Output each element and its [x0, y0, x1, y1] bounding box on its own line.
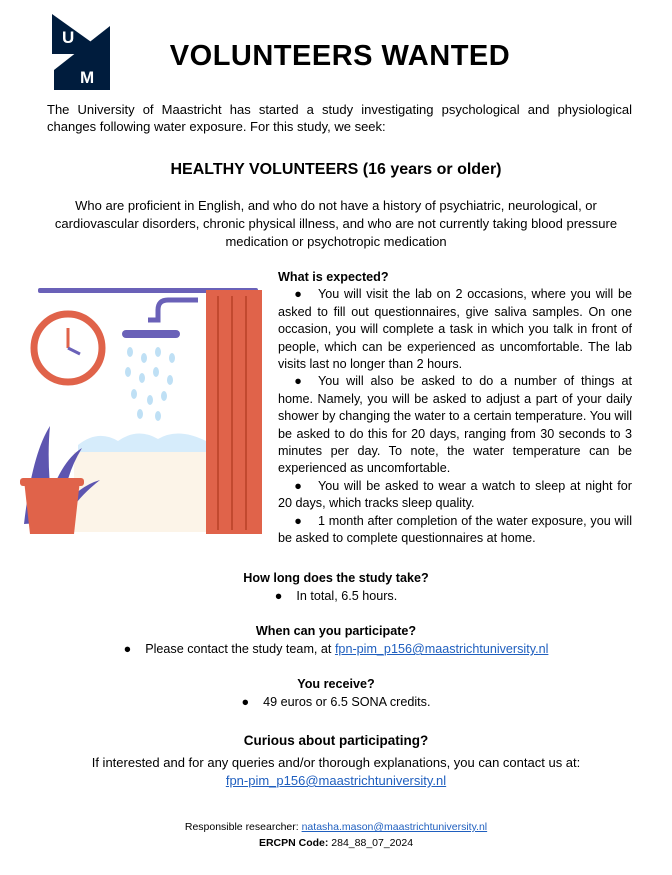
bullet: ●: [294, 513, 302, 528]
curious-email-link[interactable]: fpn-pim_p156@maastrichtuniversity.nl: [225, 773, 447, 788]
researcher-label: Responsible researcher:: [184, 821, 302, 833]
expected-item: [278, 373, 632, 477]
curious-text: If interested and for any queries and/or thorough explanations, you can contact us at:: [91, 755, 581, 770]
receive-text: 49 euros or 6.5 SONA credits.: [263, 695, 431, 709]
expected-item-text: 1 month after completion of the water exposure, you will be asked to complete questionnaires at home.: [278, 513, 632, 546]
expected-item-text: You will be asked to wear a watch to sleep at night for 20 days, which tracks sleep quality.: [278, 478, 632, 511]
receive-heading: You receive?: [297, 677, 375, 691]
curious-heading: Curious about participating?: [243, 733, 429, 748]
ercpn-line: [0, 835, 672, 851]
expected-section: [278, 269, 632, 548]
expected-heading: What is expected?: [278, 270, 389, 284]
researcher-email-link[interactable]: natasha.mason@maastrichtuniversity.nl: [301, 821, 488, 833]
eligibility-text: Who are proficient in English, and who do not have a history of psychiatric, neurological, or cardiovascular disorders, chronic physical illness, and who are not currently taking blood pressure medication or psychotropic medication: [54, 198, 618, 249]
bullet: ●: [123, 642, 132, 656]
bullet: ●: [294, 287, 302, 302]
contact-email-link[interactable]: fpn-pim_p156@maastrichtuniversity.nl: [334, 642, 549, 656]
expected-item: [278, 513, 632, 548]
bullet: ●: [294, 374, 302, 389]
shower-illustration: [18, 280, 266, 536]
expected-item-text: You will visit the lab on 2 occasions, where you will be asked to fill out questionnaires, give saliva samples. On one occasion, you will complete a task in which you talk in front of people, which can be experienced as uncomfortable. The lab visits last no longer than 2 hours.: [278, 287, 632, 372]
expected-item: [278, 478, 632, 513]
duration-item: [0, 589, 672, 603]
duration-heading: How long does the study take?: [243, 571, 429, 585]
footer: [0, 819, 672, 851]
duration-text: In total, 6.5 hours.: [296, 589, 398, 603]
ercpn-code: 284_88_07_2024: [331, 837, 414, 849]
curious-email-row: [0, 773, 672, 788]
page-title: VOLUNTEERS WANTED: [169, 40, 511, 72]
when-text: Please contact the study team, at: [145, 642, 335, 656]
receive-item: [0, 695, 672, 709]
intro-text: The University of Maastricht has started a study investigating psychological and physiological changes following water exposure. For this study, we seek:: [47, 102, 632, 134]
bullet: ●: [294, 478, 302, 493]
ercpn-label: ERCPN Code:: [258, 837, 332, 849]
bullet: ●: [241, 695, 250, 709]
expected-item: [278, 286, 632, 373]
when-item: [0, 642, 672, 656]
subtitle: HEALTHY VOLUNTEERS (16 years or older): [170, 161, 502, 178]
logo-letter-u: U: [62, 28, 75, 47]
when-heading: When can you participate?: [255, 624, 417, 638]
um-logo: [50, 14, 112, 90]
expected-item-text: You will also be asked to do a number of things at home. Namely, you will be asked to adjust a part of your daily shower by changing the water to a certain temperature. You will be asked to do this for 20 days, ranging from 30 seconds to 3 minutes per day. To note, the water temperature can be experienced as uncomfortable.: [278, 374, 632, 476]
logo-letter-m: M: [80, 68, 95, 87]
bullet: ●: [274, 589, 283, 603]
researcher-line: [0, 819, 672, 835]
